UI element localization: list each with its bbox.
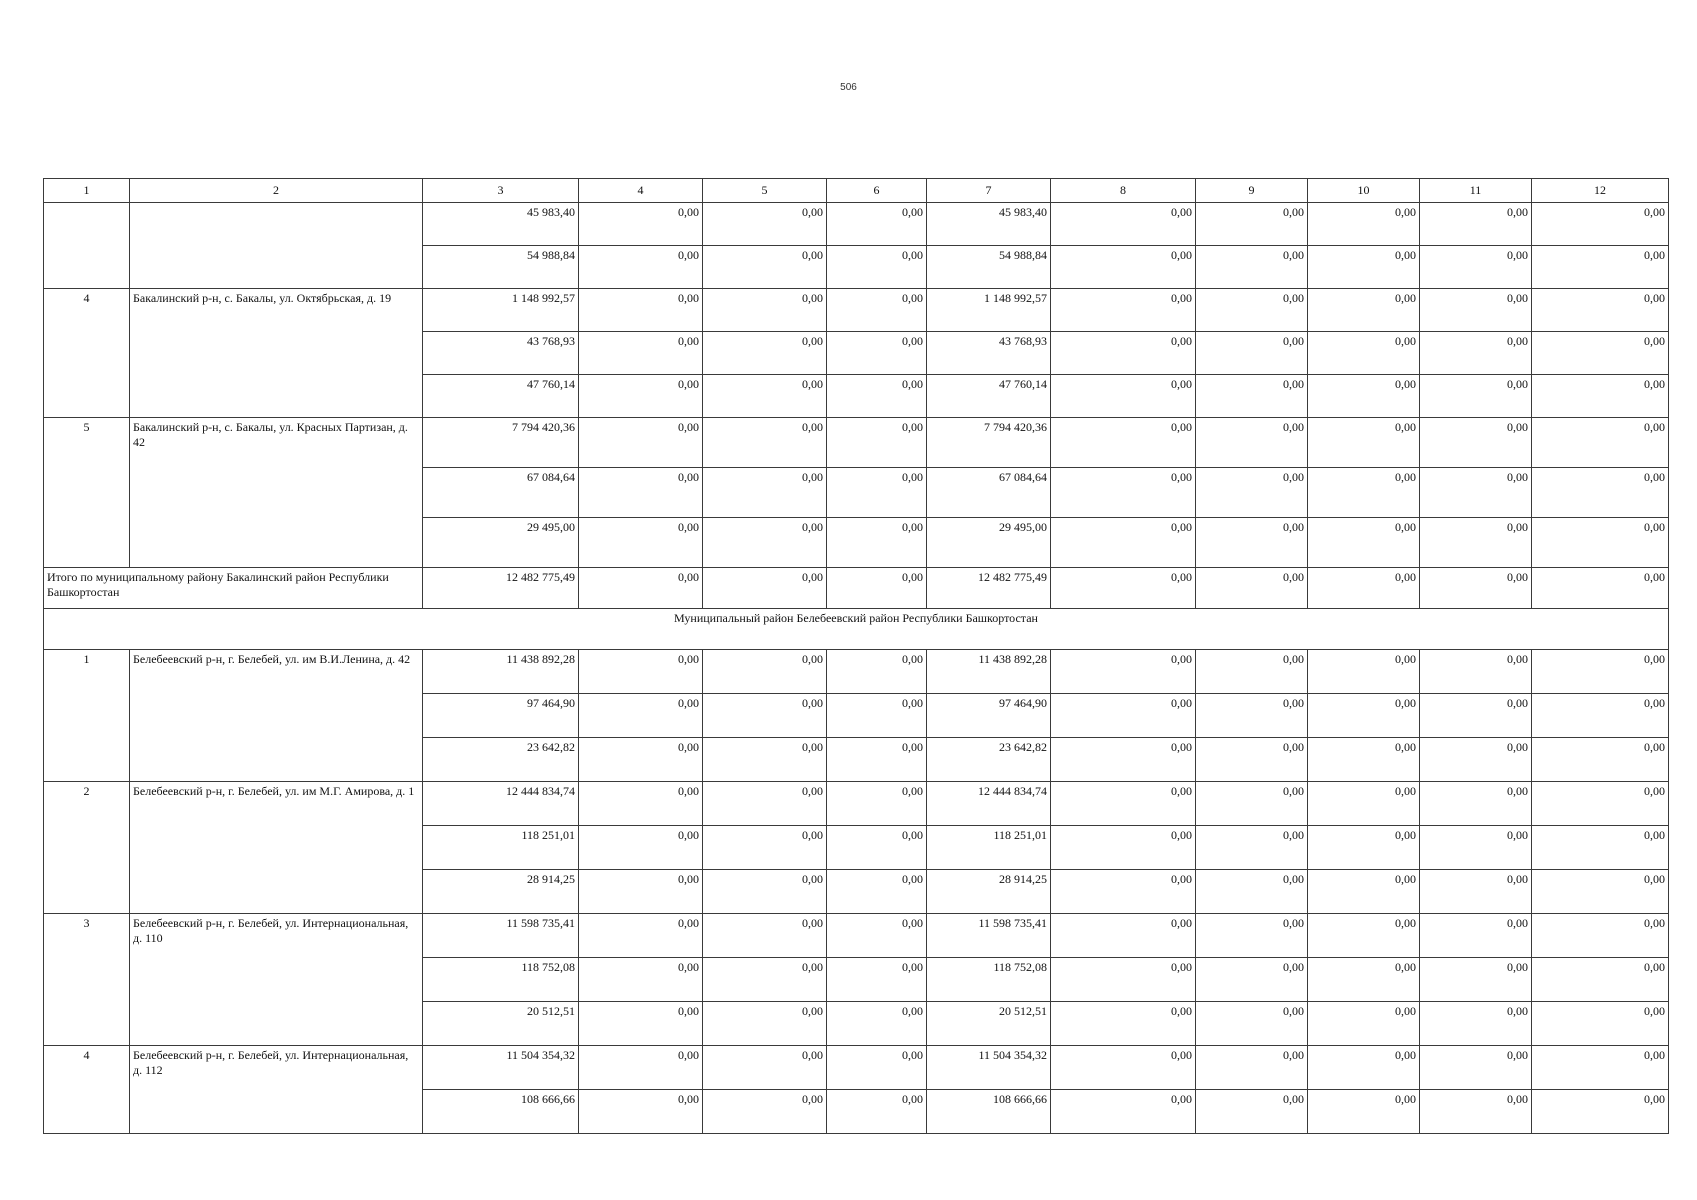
- value-cell: 0,00: [1308, 870, 1420, 914]
- value-cell: 0,00: [827, 518, 927, 568]
- value-cell: 0,00: [827, 1046, 927, 1090]
- value-cell: 0,00: [827, 1090, 927, 1134]
- value-cell: 0,00: [1532, 826, 1669, 870]
- value-cell: 12 444 834,74: [927, 782, 1051, 826]
- value-cell: 0,00: [1308, 694, 1420, 738]
- value-cell: 0,00: [1532, 518, 1669, 568]
- value-cell: 0,00: [1532, 914, 1669, 958]
- column-header: 7: [927, 179, 1051, 203]
- value-cell: 118 251,01: [423, 826, 579, 870]
- value-cell: 0,00: [1051, 246, 1196, 289]
- value-cell: 1 148 992,57: [423, 289, 579, 332]
- row-number-cell: 4: [44, 1046, 130, 1134]
- value-cell: 11 438 892,28: [423, 650, 579, 694]
- value-cell: 0,00: [1308, 1002, 1420, 1046]
- value-cell: 0,00: [579, 782, 703, 826]
- value-cell: 0,00: [1420, 1090, 1532, 1134]
- value-cell: 0,00: [1308, 782, 1420, 826]
- column-header: 12: [1532, 179, 1669, 203]
- value-cell: 0,00: [1196, 914, 1308, 958]
- value-cell: 0,00: [1308, 958, 1420, 1002]
- value-cell: 11 598 735,41: [927, 914, 1051, 958]
- value-cell: 0,00: [1532, 203, 1669, 246]
- value-cell: 0,00: [703, 1090, 827, 1134]
- value-cell: 0,00: [1051, 1090, 1196, 1134]
- address-cell: Белебеевский р-н, г. Белебей, ул. им М.Г. Амирова, д. 1: [130, 782, 423, 914]
- column-header: 6: [827, 179, 927, 203]
- value-cell: 0,00: [1420, 650, 1532, 694]
- value-cell: 0,00: [1532, 782, 1669, 826]
- value-cell: 0,00: [1196, 958, 1308, 1002]
- value-cell: 0,00: [1196, 1090, 1308, 1134]
- value-cell: 20 512,51: [927, 1002, 1051, 1046]
- value-cell: 0,00: [1532, 332, 1669, 375]
- table-row: [44, 289, 1669, 332]
- value-cell: 20 512,51: [423, 1002, 579, 1046]
- row-number-cell: 3: [44, 914, 130, 1046]
- value-cell: 45 983,40: [423, 203, 579, 246]
- total-value-cell: 0,00: [579, 568, 703, 609]
- table-row: [44, 1046, 1669, 1090]
- column-header: 4: [579, 179, 703, 203]
- value-cell: 0,00: [1196, 332, 1308, 375]
- value-cell: 0,00: [579, 1046, 703, 1090]
- value-cell: 0,00: [1051, 694, 1196, 738]
- column-header: 2: [130, 179, 423, 203]
- value-cell: 0,00: [827, 289, 927, 332]
- value-cell: 0,00: [1420, 870, 1532, 914]
- value-cell: 0,00: [1196, 246, 1308, 289]
- value-cell: 118 752,08: [927, 958, 1051, 1002]
- value-cell: 0,00: [1420, 782, 1532, 826]
- value-cell: 0,00: [827, 694, 927, 738]
- value-cell: 43 768,93: [927, 332, 1051, 375]
- total-value-cell: 0,00: [1051, 568, 1196, 609]
- value-cell: 67 084,64: [423, 468, 579, 518]
- value-cell: 0,00: [1420, 246, 1532, 289]
- value-cell: 0,00: [827, 332, 927, 375]
- value-cell: 0,00: [1196, 289, 1308, 332]
- value-cell: 0,00: [1196, 1046, 1308, 1090]
- value-cell: 7 794 420,36: [927, 418, 1051, 468]
- value-cell: 0,00: [1420, 203, 1532, 246]
- value-cell: 0,00: [1196, 650, 1308, 694]
- value-cell: 54 988,84: [423, 246, 579, 289]
- value-cell: 108 666,66: [423, 1090, 579, 1134]
- table-row: [44, 782, 1669, 826]
- value-cell: 0,00: [1196, 738, 1308, 782]
- value-cell: 0,00: [1308, 1046, 1420, 1090]
- value-cell: 0,00: [1532, 468, 1669, 518]
- value-cell: 11 598 735,41: [423, 914, 579, 958]
- value-cell: 0,00: [827, 246, 927, 289]
- value-cell: 0,00: [1532, 1002, 1669, 1046]
- value-cell: 0,00: [1051, 1002, 1196, 1046]
- value-cell: 0,00: [1051, 203, 1196, 246]
- column-header: 5: [703, 179, 827, 203]
- value-cell: 28 914,25: [927, 870, 1051, 914]
- value-cell: 0,00: [703, 826, 827, 870]
- value-cell: 0,00: [1051, 518, 1196, 568]
- value-cell: 97 464,90: [423, 694, 579, 738]
- value-cell: 0,00: [827, 958, 927, 1002]
- value-cell: 0,00: [579, 1090, 703, 1134]
- value-cell: 0,00: [1532, 375, 1669, 418]
- value-cell: 0,00: [1051, 738, 1196, 782]
- row-number-cell: 1: [44, 650, 130, 782]
- address-cell: Бакалинский р-н, с. Бакалы, ул. Октябрьская, д. 19: [130, 289, 423, 418]
- value-cell: 7 794 420,36: [423, 418, 579, 468]
- value-cell: 12 444 834,74: [423, 782, 579, 826]
- value-cell: 0,00: [1196, 375, 1308, 418]
- value-cell: 0,00: [703, 738, 827, 782]
- value-cell: 0,00: [579, 694, 703, 738]
- column-header: 10: [1308, 179, 1420, 203]
- total-value-cell: 0,00: [1532, 568, 1669, 609]
- value-cell: 0,00: [579, 468, 703, 518]
- total-value-cell: 12 482 775,49: [927, 568, 1051, 609]
- value-cell: 0,00: [827, 826, 927, 870]
- column-header: 3: [423, 179, 579, 203]
- value-cell: 0,00: [1308, 468, 1420, 518]
- value-cell: 0,00: [827, 375, 927, 418]
- value-cell: 0,00: [703, 958, 827, 1002]
- table-row: [44, 650, 1669, 694]
- value-cell: 0,00: [703, 870, 827, 914]
- value-cell: 29 495,00: [927, 518, 1051, 568]
- value-cell: 0,00: [827, 738, 927, 782]
- value-cell: 0,00: [579, 203, 703, 246]
- value-cell: 1 148 992,57: [927, 289, 1051, 332]
- value-cell: 0,00: [1532, 738, 1669, 782]
- value-cell: 0,00: [1308, 418, 1420, 468]
- value-cell: 0,00: [703, 246, 827, 289]
- value-cell: 0,00: [579, 332, 703, 375]
- value-cell: 0,00: [827, 1002, 927, 1046]
- value-cell: 0,00: [1420, 375, 1532, 418]
- value-cell: 0,00: [579, 826, 703, 870]
- value-cell: 0,00: [1308, 650, 1420, 694]
- address-cell: Бакалинский р-н, с. Бакалы, ул. Красных Партизан, д. 42: [130, 418, 423, 568]
- address-cell: [130, 203, 423, 289]
- value-cell: 0,00: [1532, 1046, 1669, 1090]
- section-header-row: [44, 609, 1669, 650]
- column-header: 9: [1196, 179, 1308, 203]
- value-cell: 0,00: [827, 650, 927, 694]
- value-cell: 0,00: [579, 289, 703, 332]
- total-label: Итого по муниципальному району Бакалинский район Республики Башкортостан: [44, 568, 423, 609]
- value-cell: 0,00: [1196, 468, 1308, 518]
- value-cell: 0,00: [579, 958, 703, 1002]
- value-cell: 0,00: [1532, 870, 1669, 914]
- value-cell: 47 760,14: [927, 375, 1051, 418]
- value-cell: 0,00: [1308, 332, 1420, 375]
- column-header: 1: [44, 179, 130, 203]
- value-cell: 43 768,93: [423, 332, 579, 375]
- value-cell: 0,00: [1532, 650, 1669, 694]
- value-cell: 0,00: [1420, 826, 1532, 870]
- value-cell: 0,00: [1308, 914, 1420, 958]
- value-cell: 45 983,40: [927, 203, 1051, 246]
- value-cell: 0,00: [1308, 246, 1420, 289]
- value-cell: 28 914,25: [423, 870, 579, 914]
- value-cell: 0,00: [1532, 289, 1669, 332]
- value-cell: 108 666,66: [927, 1090, 1051, 1134]
- total-value-cell: 0,00: [1196, 568, 1308, 609]
- row-number-cell: 2: [44, 782, 130, 914]
- value-cell: 0,00: [1051, 1046, 1196, 1090]
- value-cell: 0,00: [1420, 332, 1532, 375]
- value-cell: 0,00: [579, 650, 703, 694]
- value-cell: 0,00: [579, 418, 703, 468]
- value-cell: 0,00: [1420, 694, 1532, 738]
- address-cell: Белебеевский р-н, г. Белебей, ул. им В.И.Ленина, д. 42: [130, 650, 423, 782]
- value-cell: 0,00: [703, 289, 827, 332]
- column-number-header-row: [44, 179, 1669, 203]
- value-cell: 0,00: [1051, 375, 1196, 418]
- page-number: 506: [840, 82, 857, 93]
- value-cell: 67 084,64: [927, 468, 1051, 518]
- value-cell: 0,00: [703, 782, 827, 826]
- value-cell: 0,00: [1420, 738, 1532, 782]
- value-cell: 0,00: [1420, 468, 1532, 518]
- value-cell: 0,00: [1532, 418, 1669, 468]
- value-cell: 0,00: [1420, 289, 1532, 332]
- value-cell: 0,00: [1420, 914, 1532, 958]
- value-cell: 0,00: [1532, 958, 1669, 1002]
- value-cell: 0,00: [1420, 418, 1532, 468]
- value-cell: 0,00: [1196, 694, 1308, 738]
- value-cell: 0,00: [579, 375, 703, 418]
- value-cell: 0,00: [579, 1002, 703, 1046]
- value-cell: 0,00: [703, 203, 827, 246]
- total-value-cell: 12 482 775,49: [423, 568, 579, 609]
- row-number-cell: 4: [44, 289, 130, 418]
- value-cell: 0,00: [1308, 1090, 1420, 1134]
- value-cell: 0,00: [1051, 914, 1196, 958]
- value-cell: 0,00: [1532, 246, 1669, 289]
- value-cell: 0,00: [1051, 468, 1196, 518]
- value-cell: 11 504 354,32: [423, 1046, 579, 1090]
- value-cell: 0,00: [1308, 826, 1420, 870]
- value-cell: 0,00: [1308, 203, 1420, 246]
- value-cell: 0,00: [703, 375, 827, 418]
- value-cell: 97 464,90: [927, 694, 1051, 738]
- value-cell: 0,00: [703, 418, 827, 468]
- value-cell: 118 752,08: [423, 958, 579, 1002]
- value-cell: 11 504 354,32: [927, 1046, 1051, 1090]
- address-cell: Белебеевский р-н, г. Белебей, ул. Интернациональная, д. 110: [130, 914, 423, 1046]
- value-cell: 0,00: [1051, 289, 1196, 332]
- value-cell: 0,00: [579, 738, 703, 782]
- total-value-cell: 0,00: [827, 568, 927, 609]
- value-cell: 0,00: [1051, 332, 1196, 375]
- total-row: [44, 568, 1669, 609]
- value-cell: 0,00: [1420, 958, 1532, 1002]
- value-cell: 0,00: [1196, 418, 1308, 468]
- total-value-cell: 0,00: [703, 568, 827, 609]
- column-header: 8: [1051, 179, 1196, 203]
- value-cell: 0,00: [827, 914, 927, 958]
- value-cell: 0,00: [1308, 289, 1420, 332]
- total-value-cell: 0,00: [1308, 568, 1420, 609]
- value-cell: 0,00: [1308, 375, 1420, 418]
- value-cell: 0,00: [703, 518, 827, 568]
- row-number-cell: 5: [44, 418, 130, 568]
- value-cell: 0,00: [1196, 870, 1308, 914]
- value-cell: 0,00: [1420, 1002, 1532, 1046]
- value-cell: 0,00: [1308, 738, 1420, 782]
- value-cell: 0,00: [1051, 782, 1196, 826]
- value-cell: 0,00: [827, 203, 927, 246]
- value-cell: 0,00: [827, 468, 927, 518]
- value-cell: 0,00: [1420, 1046, 1532, 1090]
- value-cell: 118 251,01: [927, 826, 1051, 870]
- value-cell: 0,00: [703, 332, 827, 375]
- value-cell: 0,00: [703, 914, 827, 958]
- value-cell: 0,00: [579, 870, 703, 914]
- address-cell: Белебеевский р-н, г. Белебей, ул. Интернациональная, д. 112: [130, 1046, 423, 1134]
- value-cell: 54 988,84: [927, 246, 1051, 289]
- table-row: [44, 914, 1669, 958]
- row-number-cell: [44, 203, 130, 289]
- value-cell: 0,00: [1196, 1002, 1308, 1046]
- value-cell: 0,00: [1308, 518, 1420, 568]
- value-cell: 0,00: [579, 914, 703, 958]
- value-cell: 0,00: [1051, 650, 1196, 694]
- value-cell: 23 642,82: [423, 738, 579, 782]
- value-cell: 0,00: [703, 650, 827, 694]
- value-cell: 0,00: [827, 782, 927, 826]
- value-cell: 0,00: [1532, 694, 1669, 738]
- value-cell: 0,00: [1532, 1090, 1669, 1134]
- value-cell: 0,00: [1051, 870, 1196, 914]
- value-cell: 0,00: [703, 1046, 827, 1090]
- value-cell: 0,00: [827, 418, 927, 468]
- value-cell: 29 495,00: [423, 518, 579, 568]
- value-cell: 0,00: [579, 518, 703, 568]
- value-cell: 0,00: [703, 694, 827, 738]
- value-cell: 0,00: [1051, 958, 1196, 1002]
- value-cell: 0,00: [1051, 826, 1196, 870]
- table-row: [44, 418, 1669, 468]
- value-cell: 0,00: [1196, 782, 1308, 826]
- value-cell: 0,00: [1196, 518, 1308, 568]
- value-cell: 0,00: [1196, 826, 1308, 870]
- value-cell: 0,00: [1196, 203, 1308, 246]
- value-cell: 0,00: [579, 246, 703, 289]
- value-cell: 47 760,14: [423, 375, 579, 418]
- value-cell: 0,00: [703, 1002, 827, 1046]
- table-row: [44, 203, 1669, 246]
- value-cell: 11 438 892,28: [927, 650, 1051, 694]
- budget-table: [43, 178, 1669, 1134]
- section-title: Муниципальный район Белебеевский район Республики Башкортостан: [44, 609, 1669, 650]
- column-header: 11: [1420, 179, 1532, 203]
- value-cell: 0,00: [703, 468, 827, 518]
- value-cell: 0,00: [1051, 418, 1196, 468]
- total-value-cell: 0,00: [1420, 568, 1532, 609]
- value-cell: 23 642,82: [927, 738, 1051, 782]
- value-cell: 0,00: [827, 870, 927, 914]
- value-cell: 0,00: [1420, 518, 1532, 568]
